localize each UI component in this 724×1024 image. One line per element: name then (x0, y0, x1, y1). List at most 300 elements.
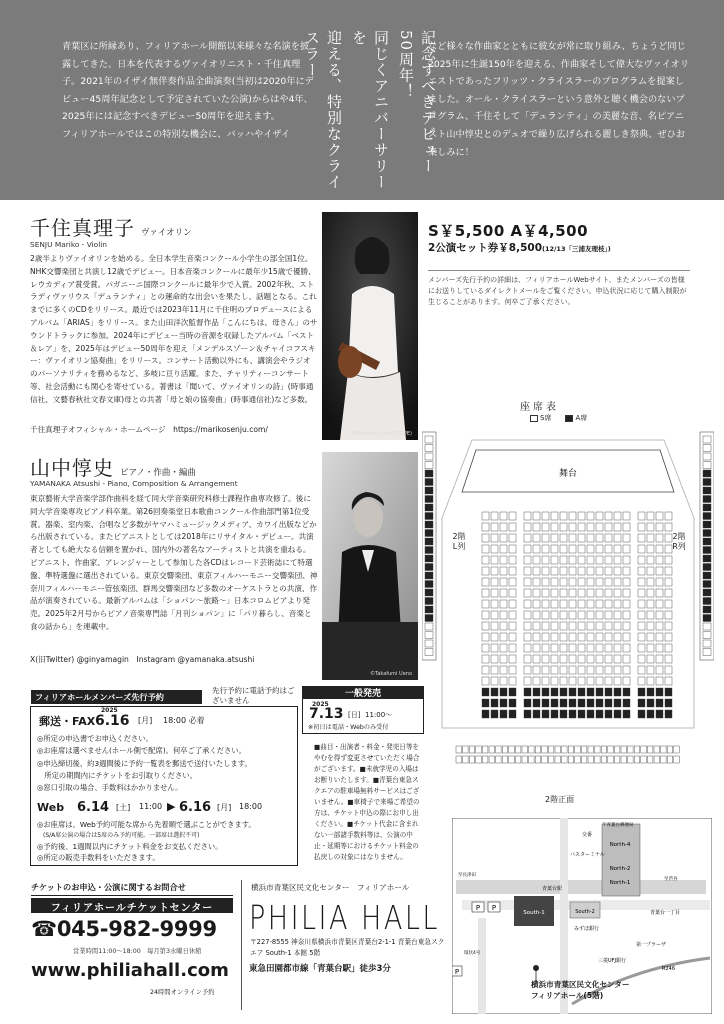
seat-legend (530, 413, 587, 423)
seat (578, 600, 585, 608)
seat (482, 567, 489, 575)
seat (524, 633, 531, 641)
seat (482, 512, 489, 520)
seat (638, 611, 645, 619)
seat (587, 688, 594, 696)
seat (623, 622, 630, 630)
ticket-phone[interactable] (31, 917, 217, 941)
seat (665, 523, 672, 531)
seat (509, 578, 516, 586)
seat (569, 600, 576, 608)
seat (656, 688, 663, 696)
seat (638, 545, 645, 553)
seat-right (703, 445, 711, 452)
seat-front (463, 746, 469, 753)
seat-front (628, 756, 634, 763)
seat (647, 688, 654, 696)
seat (614, 600, 621, 608)
seat-front (621, 746, 627, 753)
seat (587, 600, 594, 608)
seat-front (456, 746, 462, 753)
seat (665, 556, 672, 564)
seat (623, 644, 630, 652)
seat (665, 699, 672, 707)
seat (647, 556, 654, 564)
ticket-prices: S￥5,500 A￥4,500 (428, 222, 589, 240)
north2-label: North-2 (609, 866, 631, 872)
seat-right (703, 470, 711, 477)
seat (551, 611, 558, 619)
seat-front (515, 746, 521, 753)
seat (482, 578, 489, 586)
seat (596, 710, 603, 718)
seat (596, 512, 603, 520)
seat (533, 600, 540, 608)
seat-front (595, 746, 601, 753)
seat (647, 512, 654, 520)
artist2-role: ピアノ・作曲・編曲 (120, 468, 196, 478)
seat-front (476, 756, 482, 763)
seat (587, 699, 594, 707)
artist1-name-en: SENJU Mariko - Violin (30, 240, 107, 249)
seat (560, 523, 567, 531)
seat-front (661, 746, 667, 753)
seat (551, 633, 558, 641)
seat-right (703, 555, 711, 562)
seat-right (703, 615, 711, 622)
seat-front (529, 756, 535, 763)
seat (533, 545, 540, 553)
seat-right (703, 632, 711, 639)
seat-front (482, 746, 488, 753)
legend-a-label: A席 (575, 414, 588, 422)
seat-front (489, 756, 495, 763)
ticket-center-name: フィリアホールチケットセンター (31, 898, 233, 913)
intro-left-text (62, 38, 314, 144)
artist1-site-url[interactable]: https://marikosenju.com/ (173, 425, 268, 434)
seat-front (674, 756, 680, 763)
arrow-right-icon: ▶ (167, 800, 176, 813)
seat (596, 556, 603, 564)
web-note-1: ◎お座席は、Web予約可能な席から先着順で選ぶことができます。 (37, 820, 256, 829)
north1-label: North-1 (609, 880, 631, 886)
seat (596, 600, 603, 608)
seat (665, 677, 672, 685)
seat (500, 578, 507, 586)
seat (587, 512, 594, 520)
artist2-header (30, 452, 320, 481)
seat (542, 655, 549, 663)
seat-front (674, 746, 680, 753)
seat (587, 578, 594, 586)
seat (482, 710, 489, 718)
seat (587, 534, 594, 542)
seat (656, 633, 663, 641)
seat-left (425, 462, 433, 469)
seat (656, 534, 663, 542)
seat-front (542, 746, 548, 753)
artist2-x-handle[interactable]: X(旧Twitter) @ginyamagin (30, 655, 129, 664)
seat (500, 622, 507, 630)
seat-left (425, 589, 433, 596)
seat (614, 677, 621, 685)
seat-front (469, 756, 475, 763)
seat (533, 677, 540, 685)
seat (587, 611, 594, 619)
seat (614, 556, 621, 564)
seat (587, 545, 594, 553)
seat (638, 589, 645, 597)
seat (482, 545, 489, 553)
seat (491, 567, 498, 575)
mail-deadline-day: [月] (138, 716, 153, 725)
seat (623, 523, 630, 531)
seat (551, 699, 558, 707)
seat (509, 611, 516, 619)
seat (623, 699, 630, 707)
vertical-line-3: 迎える、特別なクライスラー (303, 30, 343, 190)
bus-terminal-label: バスターミナル (570, 852, 605, 858)
seat-left (425, 632, 433, 639)
seat (524, 699, 531, 707)
seat (578, 677, 585, 685)
seat (542, 622, 549, 630)
legend-s-swatch (530, 415, 538, 422)
seat (491, 545, 498, 553)
seat (605, 589, 612, 597)
seat (524, 578, 531, 586)
seat (578, 622, 585, 630)
members-note: メンバーズ先行予約の詳細は、フィリアホールWebサイト、またメンバーズの皆様にお送りしているダイレクトメールをご覧ください。申込状況に応じて購入制限が生じることがあります。何卒ご了承ください。 (428, 270, 690, 308)
seat-front (634, 746, 640, 753)
seat (542, 633, 549, 641)
vertical-line-1: 記念すべきデビュー50周年！ (397, 30, 437, 174)
web-end-date: 6.16 (179, 800, 212, 815)
seat (491, 622, 498, 630)
seat (596, 622, 603, 630)
seat (578, 666, 585, 674)
seat (569, 688, 576, 696)
seat-left (425, 530, 433, 537)
seat-right (703, 572, 711, 579)
seat (551, 567, 558, 575)
seat (560, 633, 567, 641)
seat (509, 534, 516, 542)
seat (491, 710, 498, 718)
seat (509, 512, 516, 520)
seat (569, 534, 576, 542)
seat-front (654, 756, 660, 763)
seat (623, 710, 630, 718)
seat (500, 644, 507, 652)
seat-front (614, 756, 620, 763)
seat (656, 666, 663, 674)
web-start-date: 6.14 (77, 800, 110, 815)
seat (491, 600, 498, 608)
seat (509, 677, 516, 685)
seat (533, 622, 540, 630)
intro-right-text: など様々な作曲家とともに彼女が常に取り組み、ちょうど同じ2025年に生誕150年を迎える、作曲家そして偉大なヴァイオリニストであったフリッツ・クライスラーのプログラムを提案しました。オール・クライスラーという意外と聴く機会のないプログラム、千住そして「デュランティ」の美麗な音、名ピアニスト山中惇史とのデュオで繰り広げられる麗しき祭典、ぜひお楽しみに！ (428, 41, 690, 158)
artist1-website[interactable] (30, 424, 320, 437)
seat-front (529, 746, 535, 753)
seat (623, 611, 630, 619)
seat (509, 545, 516, 553)
seat (560, 545, 567, 553)
seat (524, 545, 531, 553)
seat (551, 655, 558, 663)
seat (638, 578, 645, 586)
mail-note-5: ◎窓口引取の場合、手数料はかかりません。 (37, 783, 183, 793)
seat (533, 556, 540, 564)
seat-front (555, 756, 561, 763)
seat (524, 710, 531, 718)
mail-year: 2025 (101, 707, 118, 714)
seat (656, 699, 663, 707)
seat (542, 523, 549, 531)
seat (524, 512, 531, 520)
seat (656, 567, 663, 575)
seat (587, 622, 594, 630)
seat (542, 578, 549, 586)
seat (647, 666, 654, 674)
seat (623, 655, 630, 663)
phone-number[interactable]: 045-982-9999 (56, 917, 217, 941)
seat (647, 611, 654, 619)
seat-front (502, 756, 508, 763)
seat (560, 644, 567, 652)
seat (578, 699, 585, 707)
seat (482, 666, 489, 674)
seat-right (703, 564, 711, 571)
seat (638, 688, 645, 696)
web-label: Web (37, 801, 65, 814)
seat (551, 589, 558, 597)
seat (605, 523, 612, 531)
seat (587, 589, 594, 597)
artist1-photo-credit: ©Kiyotaka Saito(SCOPE) (350, 431, 412, 437)
seat (605, 622, 612, 630)
seat (596, 677, 603, 685)
main-seats (482, 512, 672, 718)
seat (638, 622, 645, 630)
seat (647, 600, 654, 608)
seat (623, 600, 630, 608)
seat-right (703, 547, 711, 554)
seat-left (425, 547, 433, 554)
mizuho-label: みずほ銀行 (574, 926, 600, 932)
seat (665, 545, 672, 553)
set-ticket-price: 2公演セット券￥8,500 (428, 242, 543, 254)
seat-front (575, 756, 581, 763)
seat (551, 622, 558, 630)
seat (542, 567, 549, 575)
seat-right (703, 598, 711, 605)
vertical-line-2: 同じくアニバーサリーを (350, 30, 390, 190)
seat (614, 655, 621, 663)
seat (533, 578, 540, 586)
seat (542, 556, 549, 564)
seat (560, 688, 567, 696)
seat (647, 633, 654, 641)
seat (560, 589, 567, 597)
seat (569, 633, 576, 641)
seat (569, 567, 576, 575)
seat (551, 556, 558, 564)
seat (605, 666, 612, 674)
seat (569, 578, 576, 586)
seat (596, 534, 603, 542)
mail-note-2: ◎お座席は選べません(ホール側で配席)。何卒ご了承ください。 (37, 746, 246, 756)
seat (542, 611, 549, 619)
seat (533, 699, 540, 707)
seat (542, 699, 549, 707)
seat (665, 578, 672, 586)
station-label: 青葉台駅 (542, 886, 563, 892)
seat (569, 611, 576, 619)
web-notes (37, 819, 256, 863)
seat (491, 688, 498, 696)
seat (533, 710, 540, 718)
seat (524, 655, 531, 663)
seat-front (522, 746, 528, 753)
seat (569, 655, 576, 663)
seating-chart (422, 428, 714, 808)
artist1-name: 千住真理子 (30, 216, 135, 240)
seat-front (601, 746, 607, 753)
seat-right (703, 589, 711, 596)
seat-front (568, 746, 574, 753)
seat-front (476, 746, 482, 753)
artist2-photo-credit: ©Takafumi Ueno (370, 671, 412, 677)
seat (638, 666, 645, 674)
seat-front (588, 746, 594, 753)
seat-left (425, 513, 433, 520)
seat (623, 589, 630, 597)
seat (656, 523, 663, 531)
seat (500, 600, 507, 608)
seat-front (654, 746, 660, 753)
seat-right (703, 606, 711, 613)
seat (587, 710, 594, 718)
seat-left (425, 615, 433, 622)
seat (656, 512, 663, 520)
plaza-label: 第一プラーザ (636, 942, 667, 948)
seat (569, 523, 576, 531)
seat (665, 534, 672, 542)
seat (551, 688, 558, 696)
seat-front (535, 756, 541, 763)
seat (482, 589, 489, 597)
seat (509, 589, 516, 597)
seat-right (703, 649, 711, 656)
seat (524, 688, 531, 696)
seat (665, 611, 672, 619)
seat (533, 644, 540, 652)
seat (614, 589, 621, 597)
seat (569, 622, 576, 630)
artist2-name: 山中惇史 (30, 456, 114, 480)
intro-left-paragraph: 青葉区に所縁あり、フィリアホール開館以来様々な名演を披露してきた、日本を代表するヴァイオリニスト・千住真理子。2021年のイザイ無伴奏作品全曲演奏(当初は2020年にデビュー45周年記念として予定されていた公演)からはや4年、2025年には記念すべきデビュー50周年を迎えます。 (62, 41, 314, 123)
seat (524, 534, 531, 542)
seat-right (703, 623, 711, 630)
presale-phone-note: 先行予約に電話予約はございません (212, 686, 295, 705)
seat (614, 710, 621, 718)
seat (647, 710, 654, 718)
seat-front (496, 746, 502, 753)
seat (482, 611, 489, 619)
seat (491, 523, 498, 531)
seat (509, 600, 516, 608)
seat-right (703, 496, 711, 503)
artist2-instagram-handle[interactable]: Instagram @yamanaka.atsushi (136, 655, 255, 664)
seat (509, 633, 516, 641)
seat (647, 567, 654, 575)
seat (509, 655, 516, 663)
seat (482, 600, 489, 608)
seat-left (425, 572, 433, 579)
seat (665, 512, 672, 520)
seat-left (425, 436, 433, 443)
artist2-bio: 東京藝術大学音楽学部作曲科を経て同大学音楽研究科修士課程作曲専攻修了。後に同大学音楽専攻ピアノ科卒業。第26回奏楽堂日本歌曲コンクール作曲部門第1位受賞。器楽、室内楽、合唱など多数がヤマハミュージックメディア、カワイ出版などから出版されている。またピアニストとしては2018年にリサイタル・デビュー。共演者としても絶大なる信頼を置かれ、国内外の著名なアーティストと共演を重ねる。ピアニスト、作曲家、アレンジャーとして参加した各CDはレコード芸術誌にて特選盤、準特選盤に選出されている。東京交響楽団、東京フィルハーモニー交響楽団、神奈川フィルハーモニー管弦楽団、群馬交響楽団など多数のオーケストラとの共演、作品が演奏されている。最新アルバムは「ショパン～旅路～」日本コロムビアより発売。2025年2月号からピアノ音楽専門誌「月刊ショパン」に「パリ暮らし、音楽と食の話から」を連載中。 (30, 494, 318, 631)
seat-right (703, 504, 711, 511)
seat (605, 644, 612, 652)
railway (456, 880, 706, 894)
seat (623, 688, 630, 696)
web-end-day: [月] (217, 803, 232, 812)
seat (578, 655, 585, 663)
seat (578, 545, 585, 553)
seat-right (703, 538, 711, 545)
seat (587, 655, 594, 663)
seat (638, 600, 645, 608)
artist1-bio: 2歳半よりヴァイオリンを始める。全日本学生音楽コンクール小学生の部全国1位。NHK交響楽団と共演し12歳でデビュー。日本音楽コンクールに最年少15歳で優勝、レウカディア賞受賞。パガニーニ国際コンクールに最年少で入賞。2002年秋、ストラディヴァリウス「デュランティ」との運命的な出会いを果たし、話題となる。これまでに多くのCDをリリース。最近では2023年11月に千住明のプロデュースによるアルバム「ARIAS」をリリース。また山田洋次監督作品「こんにちは、母さん」のサウンドトラックに参加。2024年にデビュー当時の音源を収録したアルバム「ベスト＆レア」を、2025年はデビュー50周年を迎え「メンデルスゾーン＆チャイコフスキー：ヴァイオリン協奏曲」をリリース。コンサート活動以外にも、講演会やラジオのパーソナリティを務めるなど、多岐に亘り活躍。また、チャリティーコンサート等、社会活動にも関心を寄せている。著書は「聞いて、ヴァイオリンの詩」(時事通信社、文藝春秋社文春文庫)母との共著「母と娘の協奏曲」(時事通信社)など多数。 (30, 254, 318, 404)
seat (500, 512, 507, 520)
seat (509, 567, 516, 575)
seat (665, 688, 672, 696)
seat-front (548, 756, 554, 763)
seat (656, 578, 663, 586)
seat (560, 578, 567, 586)
post-office-label: 〒青葉台郵便局 (602, 823, 634, 828)
seat (605, 710, 612, 718)
seat (509, 523, 516, 531)
seat (656, 622, 663, 630)
mail-note-4: 所定の期間内にチケットをお引取りください。 (37, 770, 197, 780)
seat (491, 655, 498, 663)
seat (638, 644, 645, 652)
seat (596, 699, 603, 707)
seat-front (634, 756, 640, 763)
seat (596, 578, 603, 586)
seat (569, 556, 576, 564)
seat (614, 545, 621, 553)
seat-right (703, 581, 711, 588)
parking-icon-2: P (491, 904, 497, 912)
seat-front (667, 746, 673, 753)
contact-header: チケットのお申込・公演に関するお問合せ (31, 882, 233, 896)
seat-front (641, 756, 647, 763)
south1-label: South-1 (523, 910, 545, 916)
seat (569, 677, 576, 685)
seat (551, 523, 558, 531)
seat (587, 644, 594, 652)
seat (656, 655, 663, 663)
seat (578, 567, 585, 575)
road-label-3: 青葉台一丁目 (650, 910, 681, 916)
seat (656, 545, 663, 553)
seat (596, 523, 603, 531)
hall-website[interactable]: www.philiahall.com (31, 960, 229, 981)
